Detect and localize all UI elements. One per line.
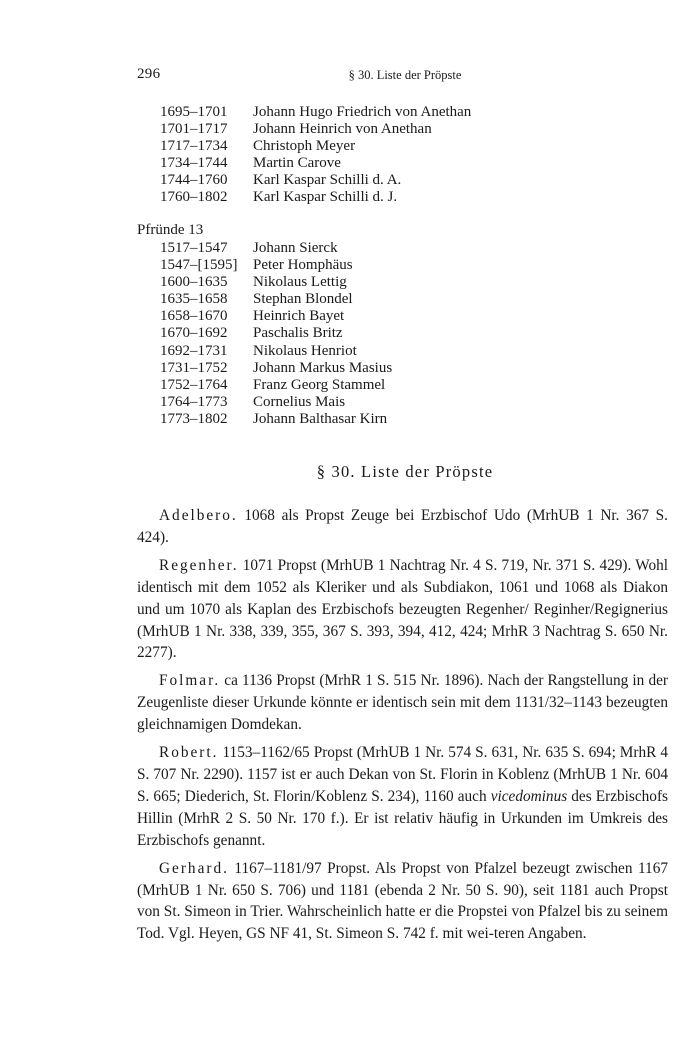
entry-text: ca 1136 Propst (MrhR 1 S. 515 Nr. 1896). Nach der Rangstellung in der Zeugenliste dieser Urkunde könnte er identisch sein mit dem 1131/32–1143 bezeugten gleichnamigen Domdekan. [137,672,668,734]
provost-name: Johann Balthasar Kirn [253,410,388,427]
entry-regenher [137,555,668,665]
list-item [160,104,471,121]
entry-text: 1068 als Propst Zeuge bei Erzbischof Udo (MrhUB 1 Nr. 367 S. 424). [137,507,668,546]
provost-name: Peter Homphäus [253,257,353,274]
entry-name: Regenher. [159,556,239,574]
years: 1635–1658 [160,291,228,308]
list-item [160,274,392,291]
years: 1717–1734 [160,138,228,155]
running-head: § 30. Liste der Pröpste [348,68,462,82]
provost-name: Heinrich Bayet [253,308,345,325]
years: 1744–1760 [160,172,228,189]
section-heading: § 30. Liste der Pröpste [316,462,494,481]
entry-text: des Erzbischofs Hillin (MrhR 2 S. 50 Nr. 170 f.). Er ist relativ häufig in Urkunden im Umkreis des Erzbischofs genannt. [137,787,668,849]
list-item [160,411,392,428]
provost-name: Franz Georg Stammel [253,376,386,393]
years: 1658–1670 [160,308,228,325]
group-label: Pfründe 13 [137,222,204,238]
provost-name: Martin Carove [253,155,341,172]
years: 1670–1692 [160,325,228,342]
years: 1692–1731 [160,342,228,359]
provost-name: Johann Heinrich von Anethan [253,121,432,138]
entry-adelbero [137,505,668,549]
provost-name: Nikolaus Lettig [253,274,347,291]
entry-name: Folmar. [159,672,221,690]
entry-italic-term: vicedominus [490,787,568,805]
entry-name: Gerhard. [159,859,229,877]
years: 1752–1764 [160,376,228,393]
provost-name: Johann Markus Masius [253,359,393,376]
page-number: 296 [137,66,161,82]
years: 1517–1547 [160,240,228,256]
list-item [160,189,471,206]
list-item [160,308,392,325]
entry-name: Adelbero. [159,507,238,524]
years: 1764–1773 [160,393,228,410]
list-item [160,343,392,360]
list-item [160,172,471,189]
entry-text: 1153–1162/65 Propst (MrhUB 1 Nr. 574 S. 631, Nr. 635 S. 694; MrhR 4 S. 707 Nr. 2290). 1157 ist er auch Dekan von St. Florin in Koblenz (MrhUB 1 Nr. 604 S. 665; Diederich, St. Florin/Koblenz S. 234), 1160 auch [137,744,668,805]
years: 1600–1635 [160,274,228,291]
entry-folmar [137,670,668,736]
list-item [160,360,392,377]
years: 1731–1752 [160,359,228,376]
provost-name: Nikolaus Henriot [253,342,357,359]
provost-name: Stephan Blondel [253,291,353,308]
provost-name: Paschalis Britz [253,325,343,342]
years: 1695–1701 [160,104,228,120]
provost-name: Christoph Meyer [253,138,356,155]
list-item [160,394,392,411]
list-item [160,138,471,155]
entry-robert [137,742,668,852]
entry-gerhard [137,858,668,946]
list-item [160,377,392,394]
list-item [160,325,392,342]
provost-list-1 [160,104,471,207]
provost-name: Johann Sierck [253,240,338,256]
provost-list-2 [160,240,392,428]
years: 1773–1802 [160,410,228,427]
list-item [160,257,392,274]
years: 1701–1717 [160,121,228,138]
years: 1734–1744 [160,155,228,172]
provost-name: Karl Kaspar Schilli d. J. [253,189,398,206]
entry-name: Robert. [159,744,219,762]
years: 1547–[1595] [160,257,238,274]
list-item [160,155,471,172]
provost-name: Johann Hugo Friedrich von Anethan [253,104,472,120]
years: 1760–1802 [160,189,228,206]
entry-text: 1071 Propst (MrhUB 1 Nachtrag Nr. 4 S. 719, Nr. 371 S. 429). Wohl identisch mit dem 1052 als Kleriker und als Subdiakon, 1061 und 1068 als Diakon und um 1070 als Kaplan des Erzbischofs bezeugten Regenher/ Reginher/Regignerius (MrhUB 1 Nr. 338, 339, 355, 367 S. 393, 394, 412, 424; MrhR 3 Nachtrag S. 650 Nr. 2277). [137,556,668,662]
provost-name: Cornelius Mais [253,393,346,410]
entry-text: 1167–1181/97 Propst. Als Propst von Pfalzel bezeugt zwischen 1167 (MrhUB 1 Nr. 650 S. 706) und 1181 (ebenda 2 Nr. 50 S. 90), seit 1181 auch Propst von St. Simeon in Trier. Wahrscheinlich hatte er die Propstei von Pfalzel bis zu seinem Tod. Vgl. Heyen, GS NF 41, St. Simeon S. 742 f. mit wei-teren Angaben. [137,859,668,943]
provost-name: Karl Kaspar Schilli d. A. [253,172,402,189]
list-item [160,240,392,257]
list-item [160,291,392,308]
body-text [137,505,668,951]
list-item [160,121,471,138]
